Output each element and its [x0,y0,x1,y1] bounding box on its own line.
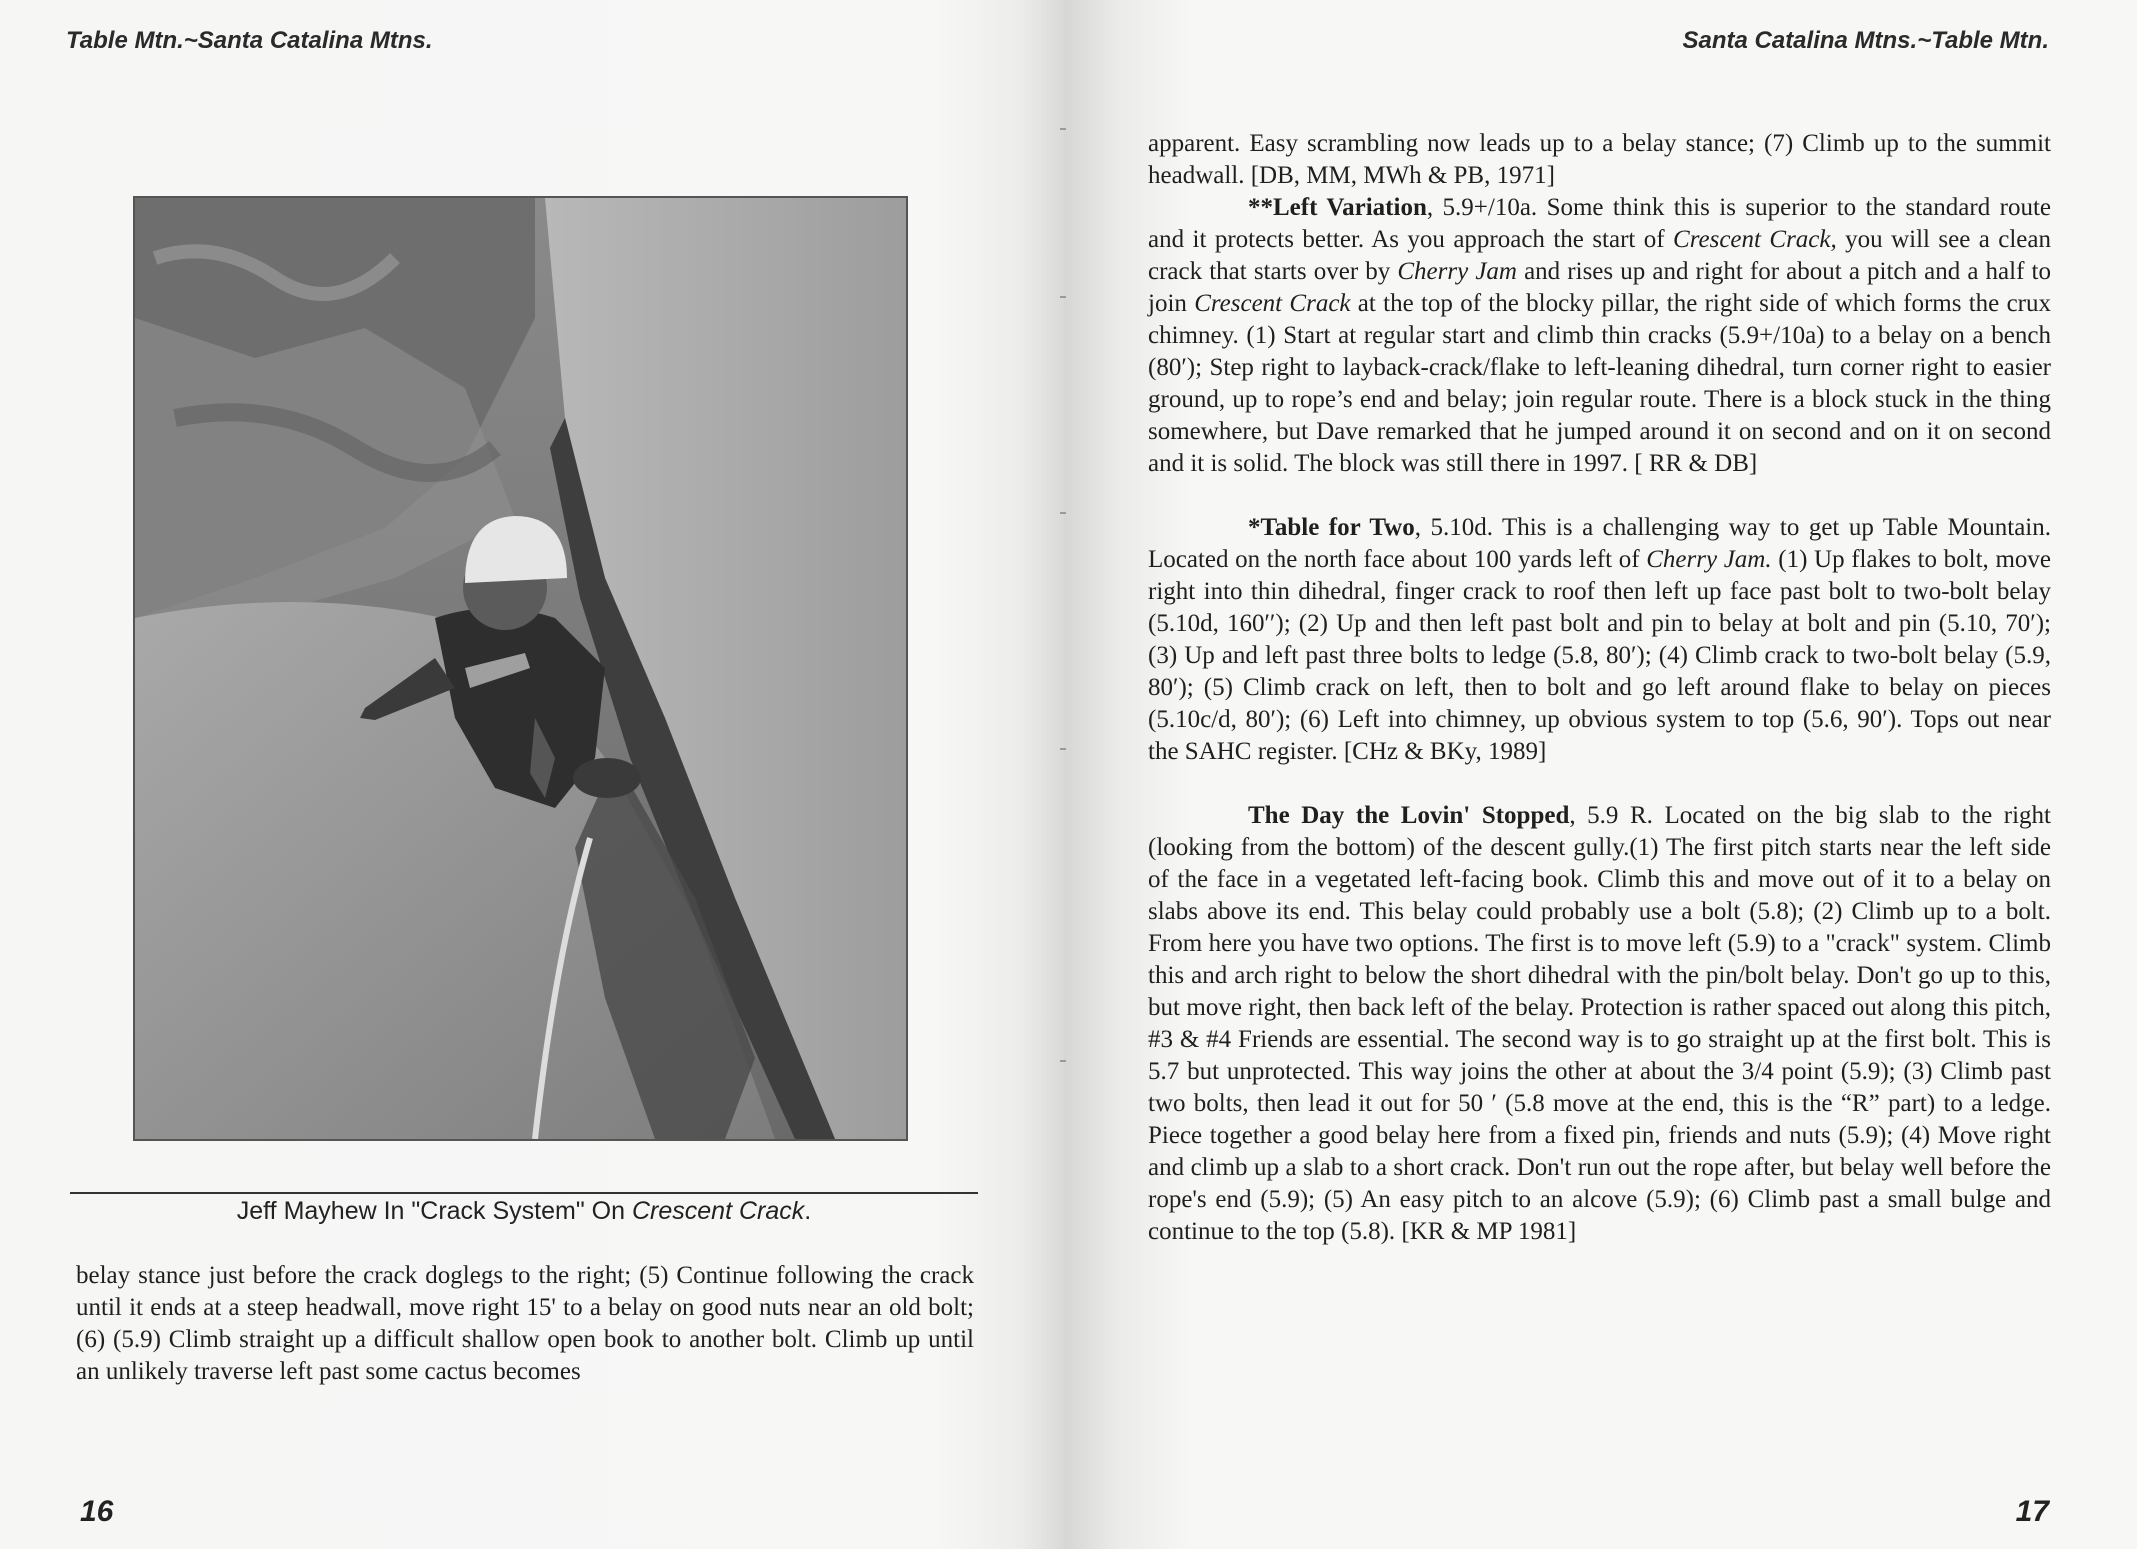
route-title-left-variation: **Left Variation [1248,194,1427,221]
right-body-text [1148,128,2051,1248]
caption-text: Jeff Mayhew In "Crack System" On [236,1197,632,1225]
gutter-mark [1060,296,1066,298]
right-page [1064,0,2137,1549]
paragraph-table-for-two [1148,512,2051,768]
route-name-italic: Crescent Crack [1194,290,1351,317]
route-name-italic: Cherry Jam [1397,258,1517,285]
route-text: at the top of the blocky pillar, the right side of which forms the crux chimney. (1) Start at regular start and climb thin cracks (5.9+/10a) to a belay on a bench (80′); Step right to layback-crack/flake to left-leaning dihedral, turn corner right to easier ground, up to rope’s end and belay; join regular route. There is a block stuck in the thing somewhere, but Dave remarked that he jumped around it on second and on it on second and it is solid. The block was still there in 1997. [ RR & DB] [1148,290,2051,477]
gutter-mark [1060,748,1066,750]
caption-route-name: Crescent Crack [631,1197,805,1225]
route-text: you will see a clean crack that starts over by [1148,226,2051,285]
paragraph-day-lovin-stopped [1148,800,2051,1248]
paragraph-summit: apparent. Easy scrambling now leads up to a belay stance; (7) Climb up to the summit headwall. [DB, MM, MWh & PB, 1971] [1148,130,2051,189]
route-text: (1) Up flakes to bolt, move right into thin dihedral, finger crack to roof then left up face past bolt to two-bolt belay (5.10d, 160′′); (2) Up and then left past bolt and pin to belay at bolt and pin (5.10, 70′); (3) Up and left past three bolts to ledge (5.8, 80′); (4) Climb crack to two-bolt belay (5.9, 80′); (5) Climb crack on left, then to bolt and go left around flake to belay on pieces (5.10c/d, 80′); (6) Left into chimney, up obvious system to top (5.6, 90′). Tops out near the SAHC register. [CHz & BKy, 1989] [1148,546,2051,765]
route-name-italic: Cherry Jam. [1646,546,1772,573]
route-text: , 5.10d. This is a challenging way to get up Table Mountain. Located on the north face about 100 yards left of [1148,514,2052,573]
running-head-left: Table Mtn.~Santa Catalina Mtns. [66,27,433,54]
route-text: , 5.9+/10a. Some think this is superior to the standard route and it protects better. As you approach the start of [1148,194,2051,253]
gutter-mark [1060,512,1066,514]
climber-photo-drawing [135,198,906,1139]
page-number-left: 16 [80,1495,114,1528]
page-number-right: 17 [2015,1495,2049,1528]
gutter-mark [1060,1060,1066,1062]
running-head-right: Santa Catalina Mtns.~Table Mtn. [1682,27,2049,54]
route-title-day-lovin-stopped: The Day the Lovin' Stopped [1248,802,1570,829]
route-text: , 5.9 R. Located on the big slab to the right (looking from the bottom) of the descent gully.(1) The first pitch starts near the left side of the face in a vegetated left-facing book. Climb this and move out of it to a belay on slabs above its end. This belay could probably use a bolt (5.8); (2) Climb up to a bolt. From here you have two options. The first is to move left (5.9) to a "crack" system. Climb this and arch right to below the short dihedral with the pin/bolt belay. Don't go up to this, but move right, then back left of the belay. Protection is rather spaced out along this pitch, #3 & #4 Friends are essential. The second way is to go straight up at the first bolt. This is 5.7 but unprotected. This way joins the other at about the 3/4 point (5.9); (3) Climb past two bolts, then lead it out for 50 ′ (5.8 move at the end, this is the “R” part) to a ledge. Piece together a good belay here from a fixed pin, friends and nuts (5.9); (4) Move right and climb up a slab to a short crack. Don't run out the rope after, but belay well before the rope's end (5.9); (5) An easy pitch to an alcove (5.9); (6) Climb past a small bulge and continue to the top (5.8). [KR & MP 1981] [1148,802,2051,1245]
route-title-table-for-two: *Table for Two [1248,514,1415,541]
caption-end: . [804,1197,812,1225]
photo-caption [70,1194,978,1228]
left-page [0,0,1064,1549]
route-name-italic: Crescent Crack, [1673,226,1837,253]
route-text: and rises up and right for about a pitch and a half to join [1148,258,2051,317]
left-body-text [76,1260,974,1388]
paragraph-left-variation [1148,192,2051,480]
climber-photo [133,196,908,1141]
left-paragraph: belay stance just before the crack doglegs to the right; (5) Continue following the crack until it ends at a steep headwall, move right 15' to a belay on good nuts near an old bolt; (6) (5.9) Climb straight up a difficult shallow open book to another bolt. Climb up until an unlikely traverse left past some cactus becomes [76,1262,974,1385]
gutter-mark [1060,128,1066,130]
